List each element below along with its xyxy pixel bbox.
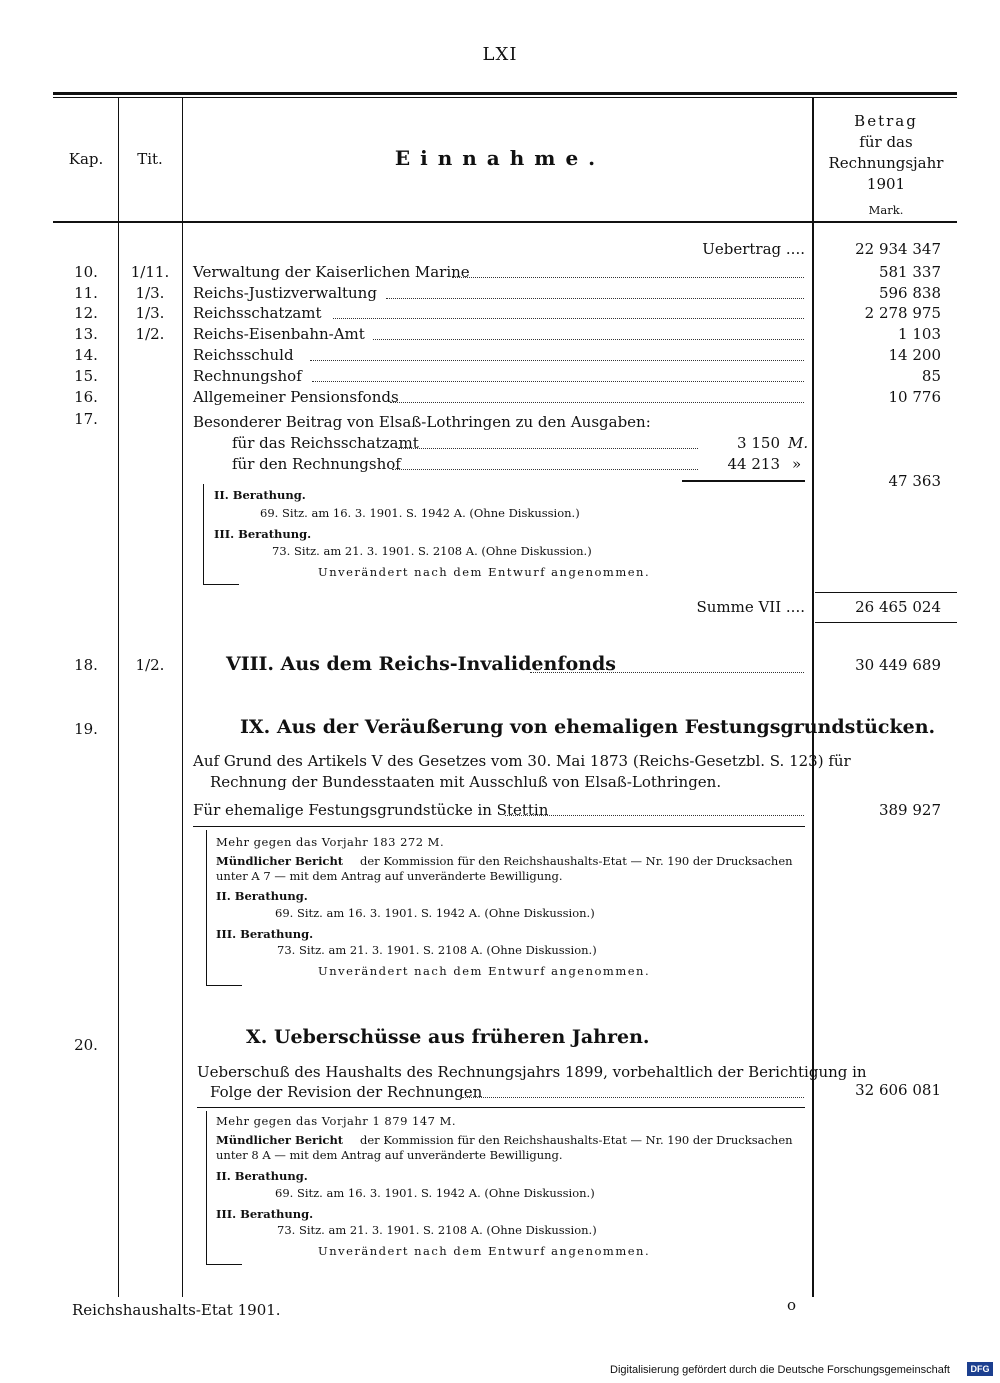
summe-label: Summe VII .... — [696, 598, 805, 616]
leader-dots — [333, 318, 804, 319]
section-para-l2: Folge der Revision der Rechnungen — [210, 1083, 483, 1101]
row-label: Reichsschuld — [193, 346, 294, 364]
subtotal-rule — [682, 480, 805, 482]
note-bracket-foot — [203, 584, 239, 585]
note-result: Unverändert nach dem Entwurf angenommen. — [318, 1244, 651, 1258]
leader-dots — [390, 402, 804, 403]
row-kap: 15. — [74, 367, 98, 385]
leader-dots — [452, 277, 804, 278]
row-label: Reichs-Justizverwaltung — [193, 284, 377, 302]
leader-dots — [392, 469, 698, 470]
section-para-l1: Ueberschuß des Haushalts des Rechnungsjahrs 1899, vorbehaltlich der Berichtigung in — [197, 1063, 867, 1081]
note-b2-text: 69. Sitz. am 16. 3. 1901. S. 1942 A. (Ohne Diskussion.) — [275, 1186, 595, 1200]
row-label: Reichsschatzamt — [193, 304, 322, 322]
row-label: Rechnungshof — [193, 367, 302, 385]
row-tit: 1/11. — [130, 263, 170, 281]
leader-dots — [505, 815, 804, 816]
section-amount: 30 449 689 — [855, 656, 941, 674]
row-kap: 10. — [74, 263, 98, 281]
leader-dots — [373, 339, 804, 340]
row-label: Allgemeiner Pensionsfonds — [193, 388, 399, 406]
col-divider-tit — [182, 97, 183, 1297]
section-rule — [197, 1107, 805, 1108]
note-bracket — [203, 484, 204, 584]
row-label: Reichs-Eisenbahn-Amt — [193, 325, 365, 343]
note-b3-title: III. Berathung. — [214, 527, 312, 541]
leader-dots — [312, 381, 804, 382]
row-kap: 20. — [74, 1036, 98, 1054]
header-title: Einnahme. — [394, 146, 606, 170]
row-kap: 18. — [74, 656, 98, 674]
row-tit: 1/2. — [135, 325, 165, 343]
note-b3-text: 73. Sitz. am 21. 3. 1901. S. 2108 A. (Ohne Diskussion.) — [277, 943, 597, 957]
page-number: LXI — [482, 44, 518, 65]
section-para-l1: Auf Grund des Artikels V des Gesetzes vom 30. Mai 1873 (Reichs-Gesetzbl. S. 123) für — [193, 752, 851, 770]
top-rule-thin — [53, 97, 957, 98]
note-b2-title: II. Berathung. — [216, 1169, 308, 1183]
sub1-amount: 3 150 — [737, 434, 780, 452]
row-amount: 596 838 — [878, 284, 941, 302]
summe-amount: 26 465 024 — [855, 598, 941, 616]
col-divider-amount — [812, 97, 814, 1297]
row-kap: 12. — [74, 304, 98, 322]
note-bericht-l2: unter A 7 — mit dem Antrag auf unveränderte Bewilligung. — [216, 869, 563, 883]
note-bericht-l1: der Kommission für den Reichshaushalts-Etat — Nr. 190 der Drucksachen — [360, 854, 793, 868]
row-amount: 581 337 — [878, 263, 941, 281]
note-bracket-foot — [206, 1264, 242, 1265]
row-tit: 1/3. — [135, 284, 165, 302]
row-label: Verwaltung der Kaiserlichen Marine — [193, 263, 470, 281]
section-amount: 389 927 — [878, 801, 941, 819]
row-tit: 1/3. — [135, 304, 165, 322]
row-kap: 17. — [74, 410, 98, 428]
footer-left: Reichshaushalts-Etat 1901. — [72, 1301, 281, 1319]
row-amount: 14 200 — [888, 346, 941, 364]
dfg-logo: DFG — [967, 1362, 993, 1376]
note-bericht-l1: der Kommission für den Reichshaushalts-Etat — Nr. 190 der Drucksachen — [360, 1133, 793, 1147]
sub1-label: für das Reichsschatzamt — [232, 434, 419, 452]
note-b2-title: II. Berathung. — [216, 889, 308, 903]
sub2-amount: 44 213 — [727, 455, 780, 473]
note-bracket-foot — [206, 985, 242, 986]
row-kap: 14. — [74, 346, 98, 364]
row-kap: 16. — [74, 388, 98, 406]
note-b2-title: II. Berathung. — [214, 488, 306, 502]
note-b2-text: 69. Sitz. am 16. 3. 1901. S. 1942 A. (Ohne Diskussion.) — [260, 506, 580, 520]
row-amount: 85 — [921, 367, 941, 385]
note-result: Unverändert nach dem Entwurf angenommen. — [318, 964, 651, 978]
note-result: Unverändert nach dem Entwurf angenommen. — [318, 565, 651, 579]
row-kap: 11. — [74, 284, 98, 302]
note-mehr: Mehr gegen das Vorjahr 1 879 147 M. — [216, 1114, 457, 1128]
leader-dots — [310, 360, 804, 361]
row-amount: 10 776 — [888, 388, 941, 406]
row-amount: 1 103 — [898, 325, 941, 343]
row-tit: 1/2. — [135, 656, 165, 674]
note-bracket — [206, 830, 207, 985]
row-kap: 13. — [74, 325, 98, 343]
header-rechnungsjahr: Rechnungsjahr — [828, 154, 944, 172]
section-heading: IX. Aus der Veräußerung von ehemaligen Festungsgrundstücken. — [240, 716, 936, 738]
row-amount: 47 363 — [888, 472, 941, 490]
header-tit: Tit. — [137, 150, 163, 168]
section-amount: 32 606 081 — [855, 1081, 941, 1099]
header-rule — [53, 221, 957, 223]
header-kap: Kap. — [68, 150, 104, 168]
sub2-label: für den Rechnungshof — [232, 455, 401, 473]
note-b2-text: 69. Sitz. am 16. 3. 1901. S. 1942 A. (Ohne Diskussion.) — [275, 906, 595, 920]
header-unit: Mark. — [868, 203, 904, 217]
header-year: 1901 — [866, 175, 906, 193]
note-b3-title: III. Berathung. — [216, 927, 314, 941]
row-label: Besonderer Beitrag von Elsaß-Lothringen zu den Ausgaben: — [193, 413, 651, 431]
leader-dots — [386, 298, 804, 299]
leader-dots — [462, 1097, 804, 1098]
section-heading: X. Ueberschüsse aus früheren Jahren. — [246, 1026, 650, 1048]
summe-rule — [815, 592, 957, 593]
note-b3-text: 73. Sitz. am 21. 3. 1901. S. 2108 A. (Ohne Diskussion.) — [277, 1223, 597, 1237]
note-b3-text: 73. Sitz. am 21. 3. 1901. S. 2108 A. (Ohne Diskussion.) — [272, 544, 592, 558]
signature-mark: o — [787, 1296, 797, 1314]
section-heading: VIII. Aus dem Reichs-Invalidenfonds — [226, 653, 616, 675]
section-rule — [193, 826, 805, 827]
top-rule — [53, 92, 957, 95]
sub1-unit: M. — [788, 434, 809, 452]
summe-rule-bottom — [815, 622, 957, 623]
note-bericht-title: Mündlicher Bericht — [216, 854, 344, 868]
note-mehr: Mehr gegen das Vorjahr 183 272 M. — [216, 835, 445, 849]
note-bericht-title: Mündlicher Bericht — [216, 1133, 344, 1147]
section-para-l2: Rechnung der Bundesstaaten mit Ausschluß von Elsaß-Lothringen. — [210, 773, 722, 791]
note-b3-title: III. Berathung. — [216, 1207, 314, 1221]
sub2-unit: » — [792, 455, 802, 473]
header-betrag: Betrag — [854, 112, 918, 130]
row-kap: 19. — [74, 720, 98, 738]
row-amount: 2 278 975 — [864, 304, 941, 322]
leader-dots — [398, 448, 698, 449]
note-bracket — [206, 1111, 207, 1264]
section-item-label: Für ehemalige Festungsgrundstücke in Stettin — [193, 801, 549, 819]
leader-dots — [530, 672, 804, 673]
uebertrag-label: Uebertrag .... — [702, 240, 805, 258]
header-fuer-das: für das — [859, 133, 913, 151]
uebertrag-amount: 22 934 347 — [855, 240, 941, 258]
credit-text: Digitalisierung gefördert durch die Deutsche Forschungsgemeinschaft — [610, 1364, 950, 1376]
note-bericht-l2: unter 8 A — mit dem Antrag auf unveränderte Bewilligung. — [216, 1148, 563, 1162]
